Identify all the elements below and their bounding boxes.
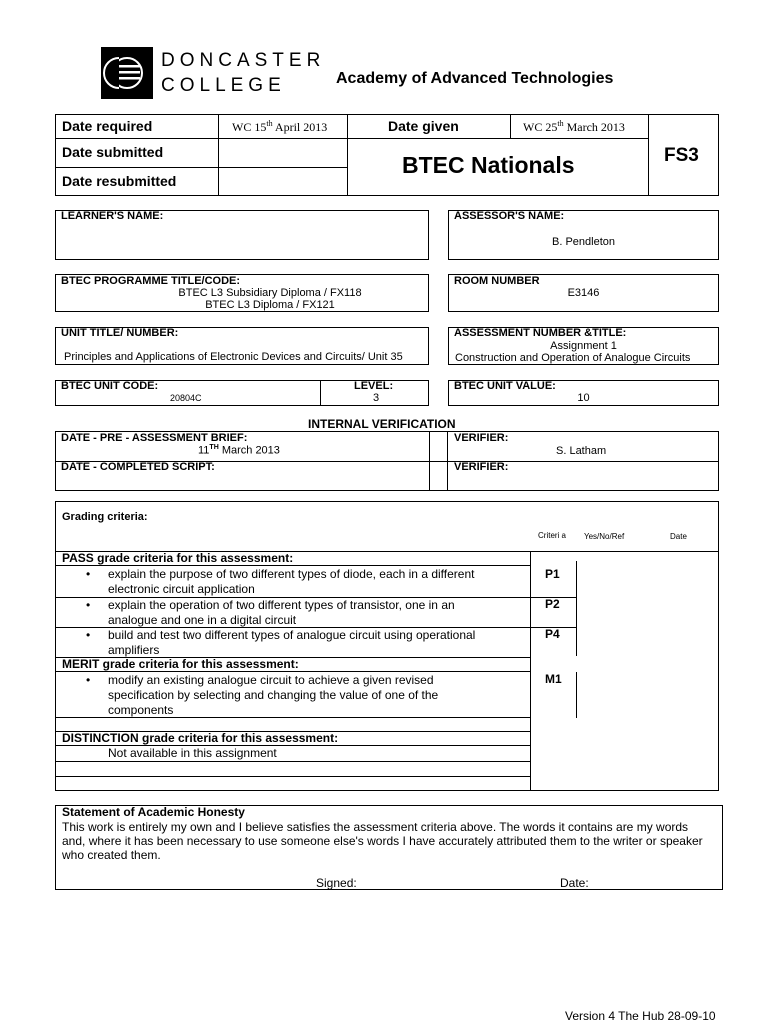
date-resubmitted-label: Date resubmitted [62,173,177,189]
pre-assessment-label: DATE - PRE - ASSESSMENT BRIEF: [61,432,248,444]
date-given-label: Date given [388,118,459,134]
pass-criterion-2: explain the operation of two different types of transistor, one in an analogue and one in a digital circuit [108,598,455,627]
academy-title: Academy of Advanced Technologies [336,70,614,87]
unit-title-label: UNIT TITLE/ NUMBER: [61,327,179,339]
unit-code-label: BTEC UNIT CODE: [61,380,159,392]
honesty-body: This work is entirely my own and I believe satisfies the assessment criteria above. The words it contains are my words and, where it has been necessary to use someone else's words I have accurately attributed them to the writer or speaker who created them. [62,820,703,862]
verifier-label-2: VERIFIER: [454,461,509,473]
completed-script-label: DATE - COMPLETED SCRIPT: [61,461,215,473]
pass-criterion-1: explain the purpose of two different types of diode, each in a different electronic circuit application [108,567,475,596]
grading-title: Grading criteria: [62,511,148,523]
pass-criterion-3: build and test two different types of analogue circuit using operational amplifiers [108,628,476,657]
college-logo [101,47,326,99]
programme-line1: BTEC L3 Subsidiary Diploma / FX118 [178,287,362,299]
col-yes-no-ref-header: Yes/No/Ref [584,532,625,541]
date-required-value: WC 15th April 2013 [232,119,328,134]
unit-code-value: 20804C [170,393,202,403]
date-submitted-label: Date submitted [62,144,164,160]
learner-name-label: LEARNER'S NAME: [61,210,164,222]
pass-code-1: P1 [545,567,560,581]
version-footer: Version 4 The Hub 28-09-10 [565,1009,716,1023]
logo-emblem [101,47,153,99]
col-date-header: Date [670,532,687,541]
course-title: BTEC Nationals [402,152,575,178]
date-required-label: Date required [62,118,153,134]
pass-bullet-1: • [86,567,91,581]
distinction-note: Not available in this assignment [108,746,277,760]
merit-code-1: M1 [545,672,562,686]
pre-assessment-date: 11TH March 2013 [198,444,280,457]
level-value: 3 [373,392,380,404]
internal-verification-title: INTERNAL VERIFICATION [308,417,456,431]
pass-header: PASS grade criteria for this assessment: [62,551,294,565]
pass-code-3: P4 [545,627,560,641]
unit-title-value: Principles and Applications of Electronic Devices and Circuits/ Unit 35 [64,351,403,363]
distinction-header: DISTINCTION grade criteria for this assessment: [62,731,339,745]
merit-criterion-1: modify an existing analogue circuit to achieve a given revised specification by selecting and changing the value of one of the components [108,673,439,717]
verifier-value-1: S. Latham [556,445,607,457]
verifier-label-1: VERIFIER: [454,432,509,444]
pass-code-2: P2 [545,597,560,611]
pass-bullet-2: • [86,598,91,612]
assessor-name-value: B. Pendleton [552,236,615,248]
honesty-title: Statement of Academic Honesty [62,805,245,819]
pass-bullet-3: • [86,628,91,642]
logo-text-line1: DONCASTER [161,50,326,71]
programme-label: BTEC PROGRAMME TITLE/CODE: [61,275,241,287]
merit-bullet-1: • [86,673,91,687]
merit-header: MERIT grade criteria for this assessment: [62,657,299,671]
date-given-value: WC 25th March 2013 [523,119,625,134]
room-number-label: ROOM NUMBER [454,275,540,287]
col-criteria-header: Criteri a [538,531,567,540]
programme-line2: BTEC L3 Diploma / FX121 [205,299,335,311]
logo-text-line2: COLLEGE [161,75,286,96]
room-number-value: E3146 [567,287,600,299]
assessor-name-label: ASSESSOR'S NAME: [454,210,565,222]
assessment-line2: Construction and Operation of Analogue Circuits [455,352,691,364]
assessment-label: ASSESSMENT NUMBER &TITLE: [454,327,627,339]
unit-value-value: 10 [577,392,590,404]
assessment-line1: Assignment 1 [550,340,617,352]
level-label: LEVEL: [354,380,394,392]
form-code: FS3 [664,145,699,166]
unit-value-label: BTEC UNIT VALUE: [454,380,556,392]
signed-label: Signed: [316,876,357,890]
signed-date-label: Date: [560,876,589,890]
